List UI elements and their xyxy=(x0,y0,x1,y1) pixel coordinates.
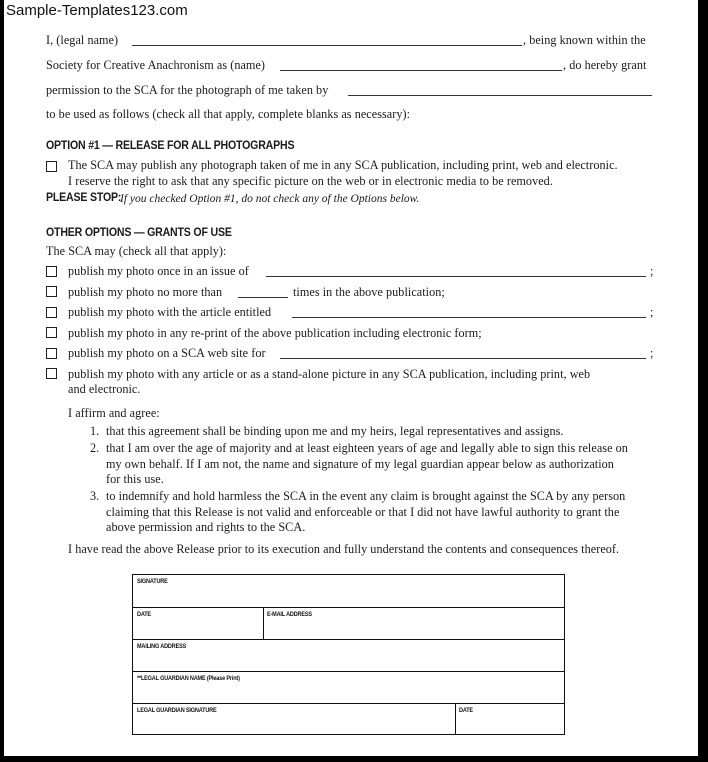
grant-suffix: ; xyxy=(650,346,654,360)
grant-text: publish my photo with any article or as a stand-alone picture in any SCA publication, including print, web xyxy=(68,367,591,381)
release-form-page xyxy=(4,0,698,756)
usage-instructions: to be used as follows (check all that apply, complete blanks as necessary): xyxy=(46,107,411,121)
legal-name-field[interactable] xyxy=(132,45,522,46)
affirm-text: above permission and rights to the SCA. xyxy=(106,520,306,534)
date-cell[interactable] xyxy=(133,608,263,639)
guardian-signature-cell[interactable] xyxy=(133,704,455,734)
other-options-intro: The SCA may (check all that apply): xyxy=(46,244,227,258)
grant-text: publish my photo on a SCA web site for xyxy=(68,346,266,360)
legal-name-label: I, (legal name) xyxy=(46,33,119,47)
guardian-date-label: DATE xyxy=(459,707,473,714)
affirm-number: 2. xyxy=(90,441,100,455)
web-site-duration-field[interactable] xyxy=(280,358,646,359)
guardian-name-label: **LEGAL GUARDIAN NAME (Please Print) xyxy=(137,675,240,682)
grant-text-continued: and electronic. xyxy=(68,382,141,396)
grant-text: publish my photo once in an issue of xyxy=(68,264,249,278)
affirm-text: that this agreement shall be binding upon me and my heirs, legal representatives and assigns. xyxy=(106,424,564,438)
affirm-text: for this use. xyxy=(106,472,164,486)
please-stop-text: If you checked Option #1, do not check any of the Options below. xyxy=(120,193,420,205)
legal-name-suffix: , being known within the xyxy=(523,33,646,47)
other-options-heading: OTHER OPTIONS — GRANTS OF USE xyxy=(46,227,232,239)
email-cell[interactable] xyxy=(264,608,564,639)
option1-heading: OPTION #1 — RELEASE FOR ALL PHOTOGRAPHS xyxy=(46,140,295,152)
grant-checkbox[interactable] xyxy=(46,327,57,338)
grant-checkbox[interactable] xyxy=(46,348,57,359)
affirm-text: my own behalf. If I am not, the name and signature of my legal guardian appear below as authorization xyxy=(106,457,614,471)
grant-checkbox[interactable] xyxy=(46,266,57,277)
sca-name-label: Society for Creative Anachronism as (name) xyxy=(46,58,266,72)
affirm-number: 3. xyxy=(90,489,100,503)
grant-suffix: times in the above publication; xyxy=(293,285,445,299)
grant-text: publish my photo in any re-print of the above publication including electronic form; xyxy=(68,326,482,340)
photographer-label: permission to the SCA for the photograph of me taken by xyxy=(46,83,329,97)
grant-checkbox[interactable] xyxy=(46,307,57,318)
mailing-address-label: MAILING ADDRESS xyxy=(137,643,187,650)
option1-checkbox[interactable] xyxy=(46,161,57,172)
photographer-field[interactable] xyxy=(348,95,652,96)
article-title-field[interactable] xyxy=(292,317,646,318)
guardian-name-cell[interactable] xyxy=(133,672,564,703)
guardian-signature-label: LEGAL GUARDIAN SIGNATURE xyxy=(137,707,217,714)
publication-issue-field[interactable] xyxy=(266,276,646,277)
grant-suffix: ; xyxy=(650,264,654,278)
closing-statement: I have read the above Release prior to its execution and fully understand the contents and consequences thereof. xyxy=(68,542,620,556)
email-label: E-MAIL ADDRESS xyxy=(267,611,312,618)
date-label: DATE xyxy=(137,611,151,618)
signature-form xyxy=(132,574,565,735)
grant-checkbox[interactable] xyxy=(46,368,57,379)
option1-text-line2: I reserve the right to ask that any specific picture on the web or in electronic media to be removed. xyxy=(68,174,553,188)
times-count-field[interactable] xyxy=(238,297,288,298)
affirm-heading: I affirm and agree: xyxy=(68,406,160,420)
watermark: Sample-Templates123.com xyxy=(6,2,192,20)
grant-text: publish my photo no more than xyxy=(68,285,223,299)
affirm-text: that I am over the age of majority and at least eighteen years of age and legally able to sign this release on xyxy=(106,441,628,455)
affirm-number: 1. xyxy=(90,424,100,438)
affirm-text: to indemnify and hold harmless the SCA in the event any claim is brought against the SCA by any person xyxy=(106,489,626,503)
sca-name-suffix: , do hereby grant xyxy=(563,58,647,72)
grant-suffix: ; xyxy=(650,305,654,319)
sca-name-field[interactable] xyxy=(280,70,562,71)
mailing-address-cell[interactable] xyxy=(133,640,564,671)
signature-cell[interactable] xyxy=(133,575,564,607)
please-stop-label: PLEASE STOP: xyxy=(46,192,122,204)
guardian-date-cell[interactable] xyxy=(456,704,564,734)
grant-text: publish my photo with the article entitled xyxy=(68,305,272,319)
affirm-text: claiming that this Release is not valid and enforceable or that I did not have lawful authority to grant the xyxy=(106,505,620,519)
option1-text-line1: The SCA may publish any photograph taken of me in any SCA publication, including print, web and electronic. xyxy=(68,158,618,172)
grant-checkbox[interactable] xyxy=(46,286,57,297)
signature-label: SIGNATURE xyxy=(137,578,168,585)
